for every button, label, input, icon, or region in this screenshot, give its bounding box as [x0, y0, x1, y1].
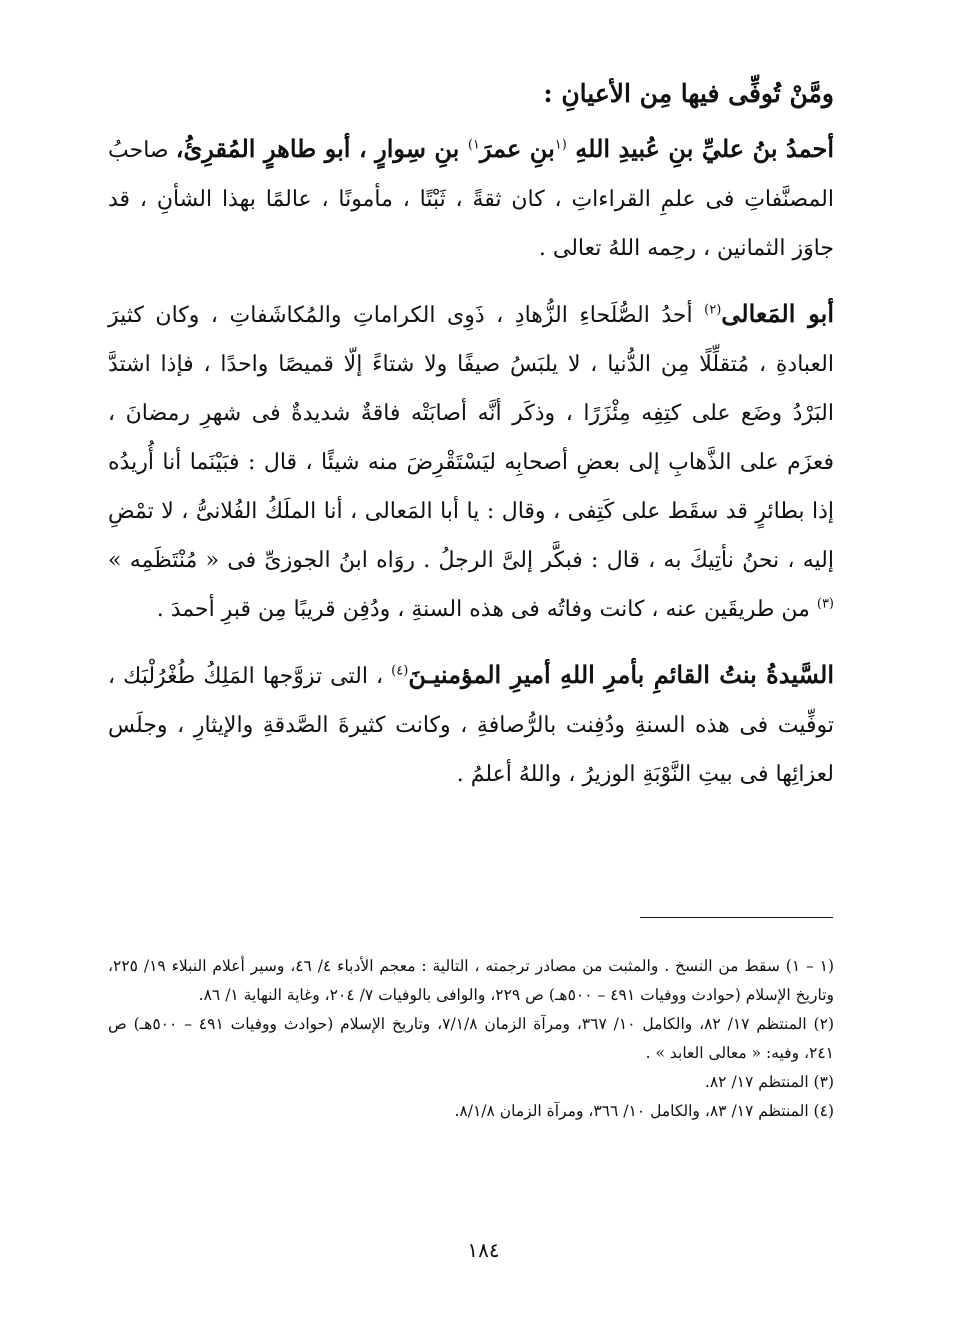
footnote-mark: (١: [554, 137, 567, 153]
footnote-mark: ١): [467, 137, 480, 153]
entry-name: السَّيدةُ بنتُ القائمِ بأمرِ اللهِ أميرِ المؤمنيـنَ: [408, 660, 834, 689]
entry-ahmad: [108, 124, 834, 273]
footnotes: [108, 952, 834, 1126]
footnote-mark: (٤): [391, 663, 409, 679]
entry-al-sayyida: [108, 650, 834, 799]
entry-abu-al-maali: [108, 289, 834, 634]
entry-text: ، التى تزوَّجها المَلِكُ طُغْرُلْبَك ، توفِّيت فى هذه السنةِ ودُفِنت بالرُّصافةِ ، وكانت كثيرةَ الصَّدقةِ والإيثارِ ، وجلَس لعزائِها فى بيتِ النَّوْبَةِ الوزيرُ ، واللهُ أعلمُ .: [108, 664, 834, 787]
entry-name: بنِ سِوارٍ ، أبو طاهرٍ المُقرِئُ،: [175, 134, 468, 163]
entry-name: أبو المَعالى: [721, 299, 834, 328]
footnote-4: (٤) المنتظم ١٧/ ٨٣، والكامل ١٠/ ٣٦٦، ومرآة الزمان ٨/١/٨.: [454, 1102, 834, 1120]
entry-text: أحدُ الصُّلَحاءِ الزُّهادِ ، ذَوِى الكراماتِ والمُكاشَفاتِ ، وكان كثيرَ العبادةِ ، مُتقلِّلًا مِن الدُّنيا ، لا يلبَسُ صيفًا ولا شتاءً إلّا قميصًا واحدًا ، فإذا اشتدَّ البَرْدُ وضَع على كتِفِه مِئْزَرًا ، وذكَر أنَّه أصابَتْه فاقةٌ شديدةٌ فى شهرِ رمضانَ ، فعزَم على الذَّهابِ إلى بعضِ أصحابِه ليَسْتَقْرِضَ منه شيئًا ، قال : فبَيْنَما أنا أُريدُه إذا بطائرٍ قد سقَط على كَتِفى ، وقال : يا أبا المَعالى ، أنا الملَكُ الفُلانىُّ ، لا تمْضِ إليه ، نحنُ نأتِيكَ به ، قال : فبكَّر إلىَّ الرجلُ . روَاه ابنُ الجوزىِّ فى « مُنْتَظَمِه »: [108, 303, 834, 573]
page-number: ١٨٤: [467, 1238, 500, 1262]
footnote-2: (٢) المنتظم ١٧/ ٨٢، والكامل ١٠/ ٣٦٧، ومرآة الزمان ٧/١/٨، وتاريخ الإسلام (حوادث ووفيات ٤٩١ – ٥٠٠هـ) ص ٢٤١، وفيه: « معالى العابد » .: [108, 1015, 834, 1062]
section-heading: ومَّنْ تُوفِّى فيها مِن الأعيانِ :: [543, 79, 834, 108]
entry-name: بنِ عمرَ: [479, 134, 555, 163]
footnote-mark: (٣): [816, 596, 834, 612]
main-text: [108, 70, 834, 799]
footnote-mark: (٢): [704, 302, 722, 318]
entry-name: أحمدُ بنُ عليِّ بنِ عُبيدِ اللهِ: [566, 134, 834, 163]
entry-text: صاحبُ المصنَّفاتِ فى علمِ القراءاتِ ، كان ثقةً ، ثَبْتًا ، مأمونًا ، عالمًا بهذا الشأنِ ، قد جاوَز الثمانين ، رحِمه اللهُ تعالى .: [108, 138, 834, 261]
footnote-3: (٣) المنتظم ١٧/ ٨٢.: [704, 1073, 834, 1091]
footnote-1: (١ – ١) سقط من النسخ . والمثبت من مصادر ترجمته ، التالية : معجم الأدباء ٤/ ٤٦، وسير أعلام النبلاء ١٩/ ٢٢٥، وتاريخ الإسلام (حوادث ووفيات ٤٩١ – ٥٠٠هـ) ص ٢٢٩، والوافى بالوفيات ٧/ ٢٠٤، وغاية النهاية ١/ ٨٦.: [108, 957, 835, 1004]
entry-text: من طريقَين عنه ، كانت وفاتُه فى هذه السنةِ ، ودُفِن قريبًا مِن قبرِ أحمدَ .: [156, 597, 817, 622]
footnote-divider: [640, 917, 833, 918]
